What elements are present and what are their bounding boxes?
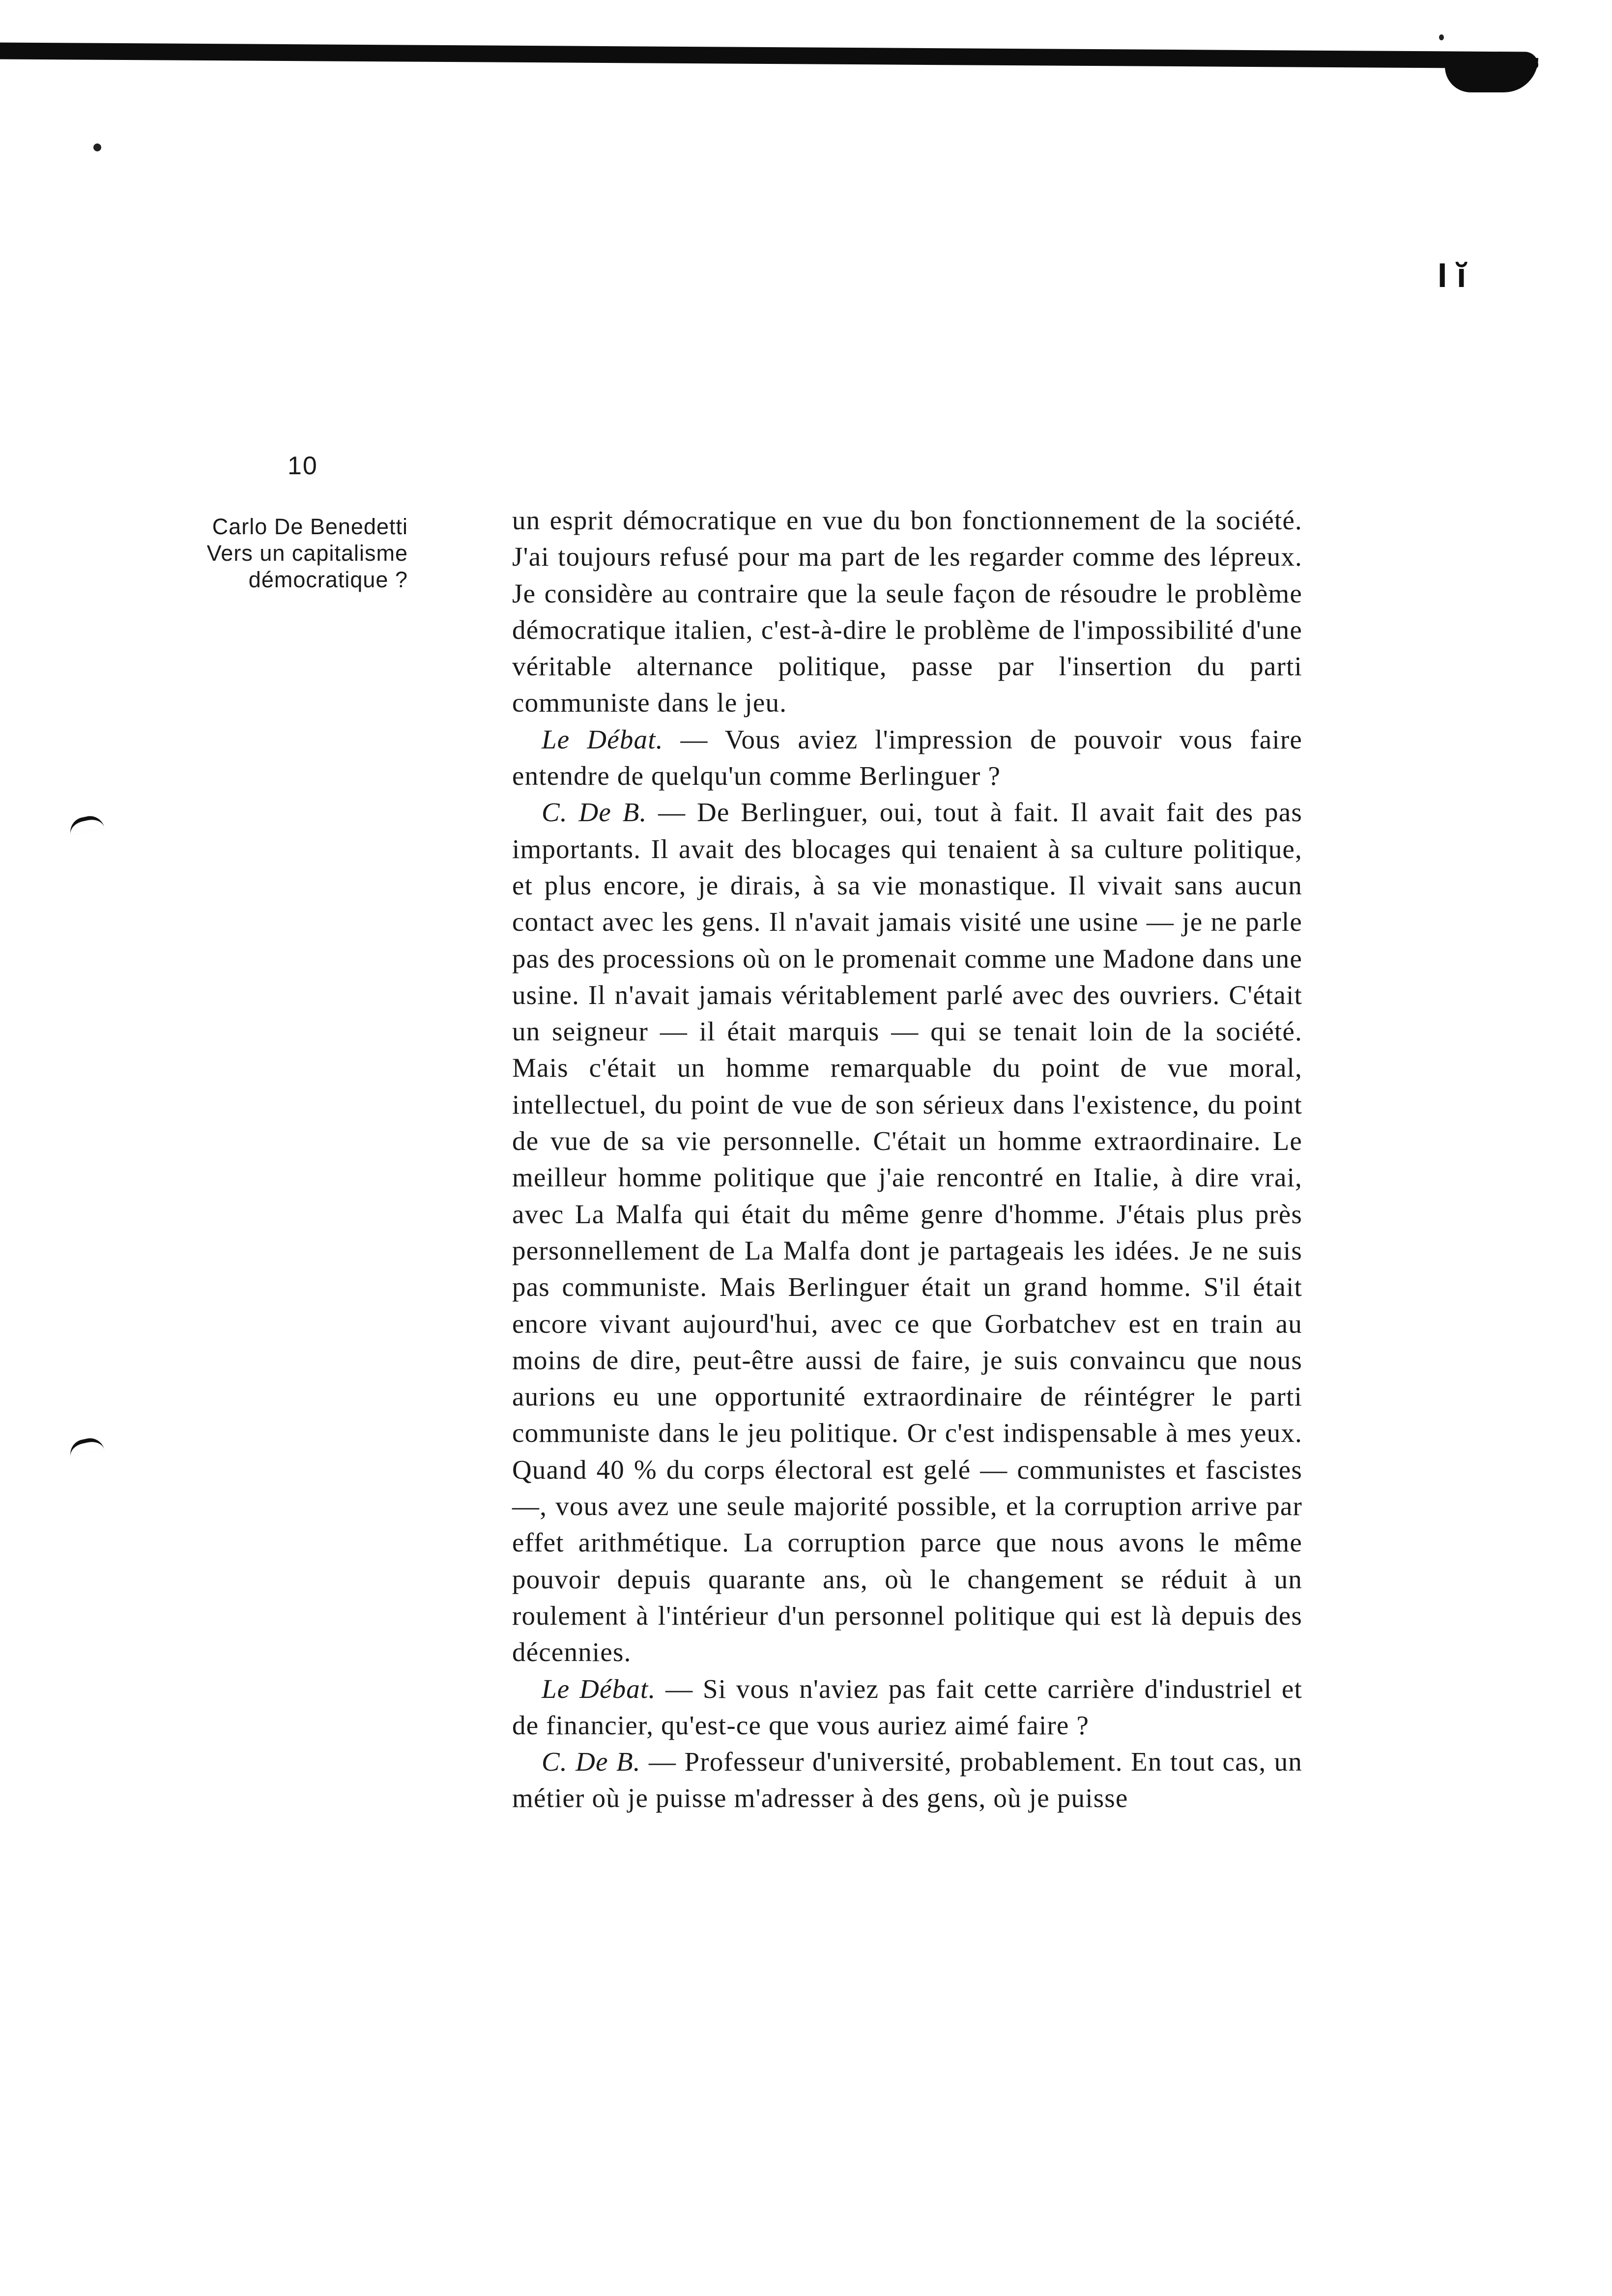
scan-edge-bar-tail [1445,58,1538,92]
running-head [167,514,408,593]
paragraph-text: — Professeur d'université, probablement. En tout cas, un métier où je puisse m'adresser à des gens, où je puisse [512,1747,1302,1813]
running-head-author: Carlo De Benedetti [212,514,408,539]
speaker-label: C. De B. [542,1747,641,1777]
paragraph-text: — Si vous n'aviez pas fait cette carrière d'industriel et de financier, qu'est-ce que vous auriez aimé faire ? [512,1673,1302,1740]
page-number: 10 [288,452,318,480]
margin-brace-mark [68,1435,105,1457]
margin-marks: I ĭ [1438,256,1467,294]
scan-speck [93,144,101,151]
margin-brace-mark [68,813,105,835]
paragraph-text: — De Berlinguer, oui, tout à fait. Il avait fait des pas importants. Il avait des blocages qui tenaient à sa culture politique, et plus encore, je dirais, à sa vie monastique. Il vivait sans aucun contact avec les gens. Il n'avait jamais visité une usine — je ne parle pas des processions où on le promenait comme une Madone dans une usine. Il n'avait jamais véritablement parlé avec des ouvriers. C'était un seigneur — il était marquis — qui se tenait loin de la société. Mais c'était un homme remarquable du point de vue moral, intellectuel, du point de vue de son sérieux dans l'existence, du point de vue de sa vie personnelle. C'était un homme extraordinaire. Le meilleur homme politique que j'aie rencontré en Italie, à dire vrai, avec La Malfa qui était du même genre d'homme. J'étais plus près personnellement de La Malfa dont je partageais les idées. Je ne suis pas communiste. Mais Berlinguer était un grand homme. S'il était encore vivant aujourd'hui, avec ce que Gorbatchev est en train au moins de dire, peut-être aussi de faire, je suis convaincu que nous aurions eu une opportunité extraordinaire de réintégrer le parti communiste dans le jeu politique. Or c'est indispensable à mes yeux. Quand 40 % du corps électoral est gelé — communistes et fascistes —, vous avez une seule majorité possible, et la corruption arrive par effet arithmétique. La corruption parce que nous avons le même pouvoir depuis quarante ans, où le changement se réduit à un roulement à l'intérieur d'un personnel politique qui est là depuis des décennies. [512,797,1302,1667]
paragraph-text: — Vous aviez l'impression de pouvoir vous faire entendre de quelqu'un comme Berlinguer ? [512,724,1302,791]
speaker-label: C. De B. [542,797,647,828]
paragraph [512,502,1302,721]
running-head-title-line-2: démocratique ? [248,567,408,592]
paragraph [512,794,1302,1670]
speaker-label: Le Débat. [542,1673,656,1704]
paragraph [512,721,1302,795]
speaker-label: Le Débat. [542,724,663,754]
paragraph [512,1744,1302,1817]
paragraph-text: un esprit démocratique en vue du bon fonctionnement de la société. J'ai toujours refusé pour ma part de les regarder comme des lépreux. Je considère au contraire que la seule façon de résoudre le problème démocratique italien, c'est-à-dire le problème de l'impossibilité d'une véritable alternance politique, passe par l'insertion du parti communiste dans le jeu. [512,505,1302,718]
scan-speck [1439,34,1444,40]
scan-edge-bar [0,42,1538,68]
paragraph [512,1671,1302,1744]
running-head-title-line-1: Vers un capitalisme [206,541,408,566]
interview-body [512,502,1302,1817]
